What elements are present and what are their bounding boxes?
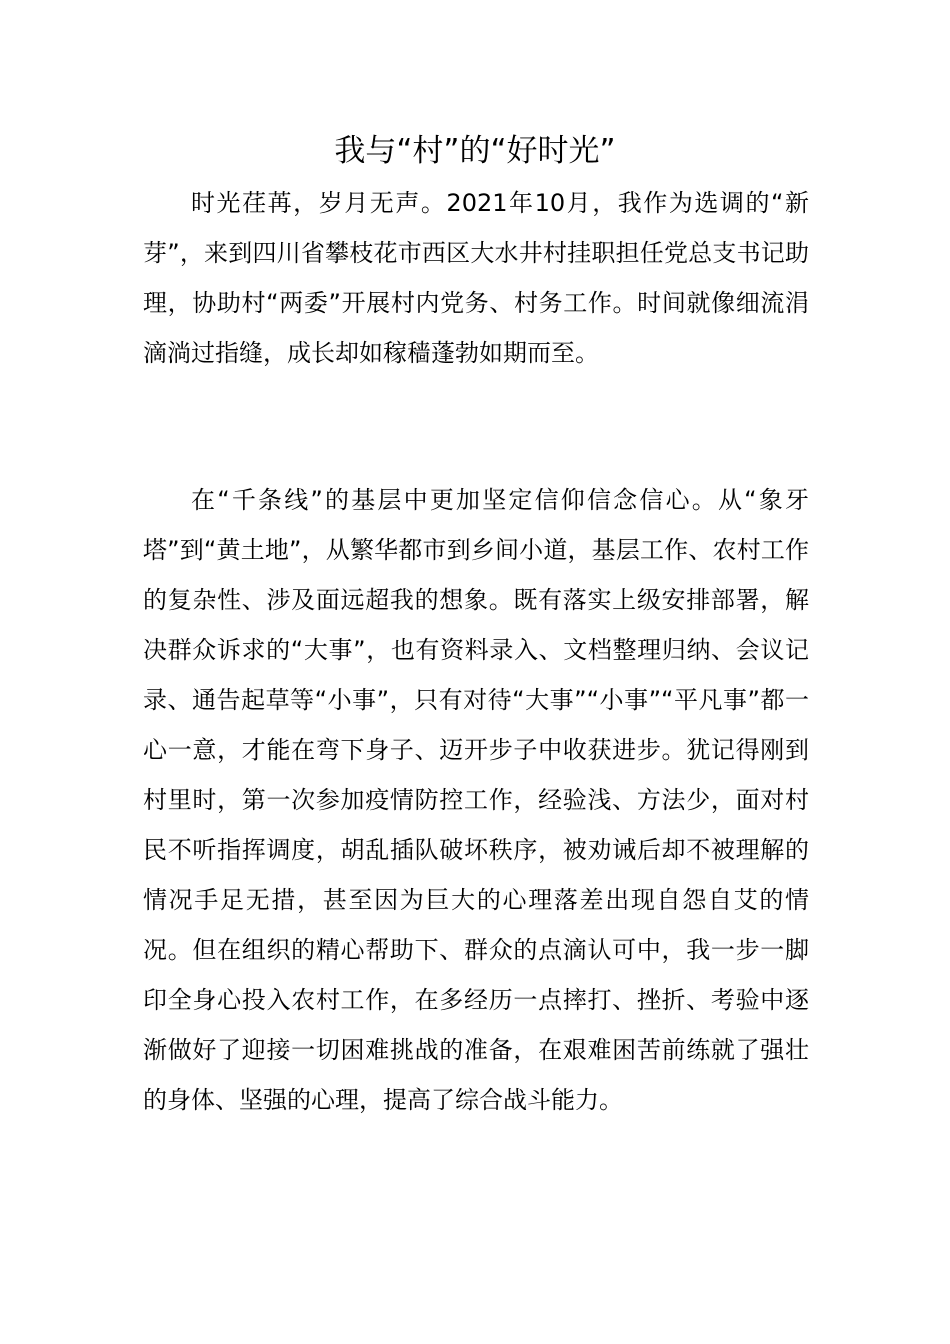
paragraph-1: 时光荏苒，岁月无声。2021年10月，我作为选调的“新芽”，来到四川省攀枝花市西区大水井村挂职担任党总支书记助理，协助村“两委”开展村内党务、村务工作。时间就像细流涓滴淌过指缝，成长却如稼穑蓬勃如期而至。 <box>143 189 809 367</box>
paragraph-2: 在“千条线”的基层中更加坚定信仰信念信心。从“象牙塔”到“黄土地”，从繁华都市到乡间小道，基层工作、农村工作的复杂性、涉及面远超我的想象。既有落实上级安排部署，解决群众诉求的“大事”，也有资料录入、文档整理归纳、会议记录、通告起草等“小事”，只有对待“大事”“小事”“平凡事”都一心一意，才能在弯下身子、迈开步子中收获进步。犹记得刚到村里时，第一次参加疫情防控工作，经验浅、方法少，面对村民不听指挥调度，胡乱插队破坏秩序，被劝诫后却不被理解的情况手足无措，甚至因为巨大的心理落差出现自怨自艾的情况。但在组织的精心帮助下、群众的点滴认可中，我一步一脚印全身心投入农村工作，在多经历一点摔打、挫折、考验中逐渐做好了迎接一切困难挑战的准备，在艰难困苦前练就了强壮的身体、坚强的心理，提高了综合战斗能力。 <box>143 486 809 1114</box>
document-title: 我与“村”的“好时光” <box>334 133 616 169</box>
